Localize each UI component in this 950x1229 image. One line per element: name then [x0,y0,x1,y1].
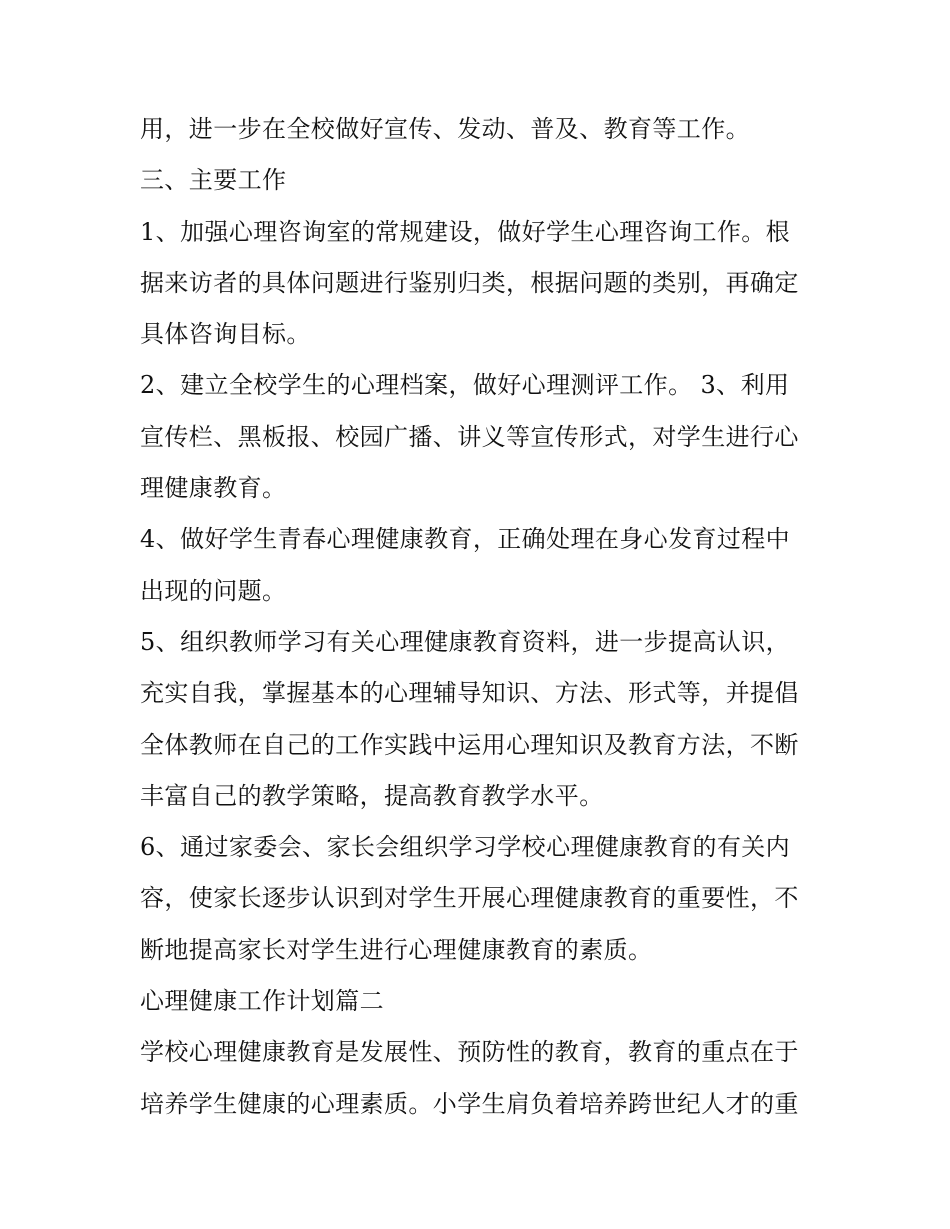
text-line: 4、做好学生青春心理健康教育，正确处理在身心发育过程中 [140,525,791,554]
text-line: 据来访者的具体问题进行鉴别归类，根据问题的类别，再确定 [140,268,799,297]
text-line: 1、加强心理咨询室的常规建设，做好学生心理咨询工作。根 [140,217,791,246]
text-line: 断地提高家长对学生进行心理健康教育的素质。 [140,935,653,964]
text-line: 容，使家长逐步认识到对学生开展心理健康教育的重要性，不 [140,884,799,913]
text-line: 5、组织教师学习有关心理健康教育资料，进一步提高认识， [140,627,791,656]
text-line: 用，进一步在全校做好宣传、发动、普及、教育等工作。 [140,115,750,143]
text-line: 丰富自己的教学策略，提高教育教学水平。 [140,781,604,810]
section-heading: 心理健康工作计划篇二 [140,987,384,1016]
text-line: 学校心理健康教育是发展性、预防性的教育，教育的重点在于 [140,1038,799,1067]
section-heading: 三、主要工作 [140,166,287,195]
text-line: 理健康教育。 [140,474,287,503]
text-line: 充实自我，掌握基本的心理辅导知识、方法、形式等，并提倡 [140,679,799,708]
text-line: 2、建立全校学生的心理档案，做好心理测评工作。 3、利用 [140,371,790,400]
text-line: 培养学生健康的心理素质。小学生肩负着培养跨世纪人才的重 [140,1089,799,1118]
text-line: 宣传栏、黑板报、校园广播、讲义等宣传形式，对学生进行心 [140,422,799,451]
text-line: 出现的问题。 [140,576,287,605]
text-line: 6、通过家委会、家长会组织学习学校心理健康教育的有关内 [140,833,791,862]
text-line: 全体教师在自己的工作实践中运用心理知识及教育方法，不断 [140,730,799,759]
text-line: 具体咨询目标。 [140,320,311,349]
document-body [140,104,820,1130]
